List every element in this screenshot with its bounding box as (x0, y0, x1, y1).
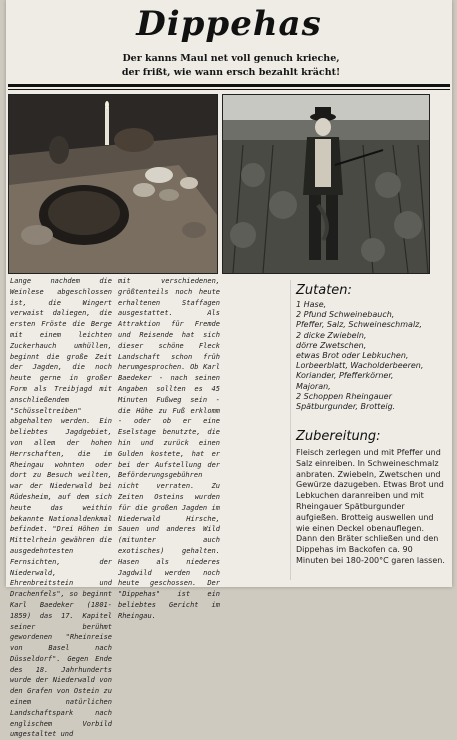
list-item: Pfeffer, Salz, Schweineschmalz, (296, 320, 422, 330)
hunter-photo (222, 94, 430, 274)
still-life-photo (8, 94, 218, 274)
list-item: 2 dicke Zwiebeln, (296, 330, 367, 340)
ingredients-heading: Zutaten: (296, 283, 352, 298)
divider-thick (8, 84, 450, 87)
list-item: 2 Schoppen Rheingauer Spätburgunder, Brotteig. (296, 391, 396, 412)
ingredients-list (296, 300, 446, 412)
subtitle-line-2: der frißt, wie wann ersch bezahlt krächt! (121, 67, 341, 78)
subtitle-line-1: Der kanns Maul net voll genuch krieche, (122, 53, 340, 64)
article-column-2: mit verschiedenen, größtenteils noch heute erhaltenen Staffagen ausgestattet. Als Attraktion für Fremde und Reisende hat sich dieser schöne Fleck Landschaft schon früh herumgesprochen. Ob Karl Baedeker - nach seinen Angaben sollten es 45 Minuten Fußweg sein - die Höhe zu Fuß erklomm - oder ob er eine Eselstage benutzte, die hin und zurück einen Gulden kostete, hat er bei der Aufstellung der Beförderungsgebühren nicht verraten. Zu Zeiten Osteins wurden für die großen Jagden im Niederwald Hirsche, Sauen und anderes Wild (mitunter auch exotisches) gehalten. Hasen als niederes Jagdwild werden noch heute geschossen. Der "Dippehas" ist ein beliebtes Gericht im Rheingau. (118, 277, 220, 620)
divider-thin (8, 89, 450, 90)
list-item: 2 Pfund Schweinebauch, (296, 310, 395, 320)
list-item: Koriander, Pfefferkörner, (296, 371, 394, 381)
preparation-text: Fleisch zerlegen und mit Pfeffer und Salz einreiben. In Schweineschmalz anbraten. Zwiebeln, Zwetschen und Gewürze dazugeben. Etwas Brot und Lebkuchen daranreiben und mit Rheingauer Spätburgunder aufgießen. Brotteig auswellen und wie einen Deckel obenauflegen. Dann den Bräter schließen und den Dippehas im Backofen ca. 90 Minuten bei 180-200°C garen lassen. (296, 448, 445, 565)
list-item: dörre Zwetschen, (296, 340, 367, 350)
preparation-heading: Zubereitung: (296, 429, 381, 444)
page-title: Dippehas (136, 4, 322, 44)
list-item: Majoran, (296, 381, 331, 391)
column-separator (290, 280, 291, 580)
list-item: Lorbeerblatt, Wacholderbeeren, (296, 361, 424, 371)
article-column-1: Lange nachdem die Weinlese abgeschlossen ist, die Wingert verwaist daliegen, die ersten Fröste die Berge mit einem leichten Zuckerhauch umhüllen, beginnt die große Zeit der Jagden, die noch heute gerne in großer Form als Treibjagd mit anschließendem "Schüsseltreiben" abgehalten werden. Ein beliebtes Jagdgebiet, von allem der hohen Herrschaften, die im Rheingau wohnten oder dort zu Besuch weilten, war der Niederwald bei Rüdesheim, auf dem sich heute das weithin bekannte Nationaldenkmal befindet. "Drei Höhen im Mittelrhein gewähren die ausgedehntesten Fernsichten, der Niederwald, Ehrenbreitstein und Drachenfels", so beginnt Karl Baedeker (1801-1859) das 17. Kapitel seiner berühmt gewordenen "Rheinreise von Basel nach Düsseldorf". Gegen Ende des 18. Jahrhunderts wurde der Niederwald von den Grafen von Ostein zu einem natürlichen Landschaftspark nach englischem Vorbild umgestaltet und (10, 277, 112, 739)
cookbook-page (6, 0, 452, 739)
list-item: etwas Brot oder Lebkuchen, (296, 351, 409, 361)
subtitle (16, 52, 446, 80)
list-item: 1 Hase, (296, 300, 327, 309)
